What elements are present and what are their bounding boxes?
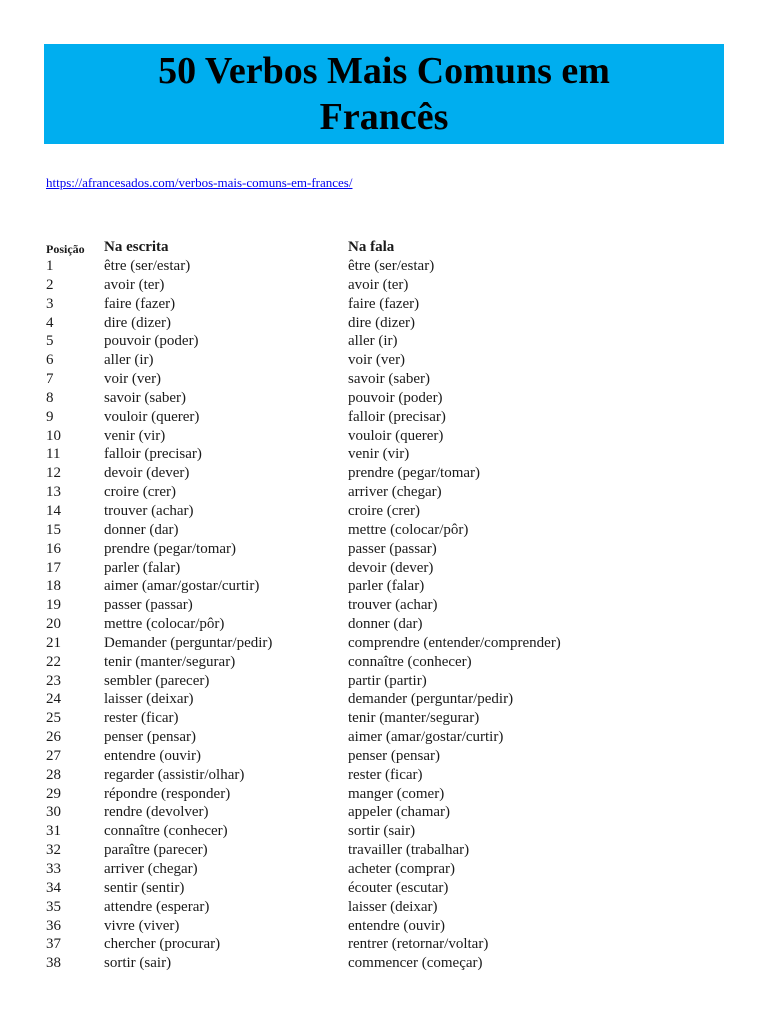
row-position: 14 bbox=[46, 502, 61, 519]
row-position: 35 bbox=[46, 898, 61, 915]
row-spoken: mettre (colocar/pôr) bbox=[348, 521, 469, 538]
table-row bbox=[46, 898, 726, 917]
row-position: 15 bbox=[46, 521, 61, 538]
row-spoken: manger (comer) bbox=[348, 785, 445, 802]
row-spoken: vouloir (querer) bbox=[348, 427, 444, 444]
row-position: 37 bbox=[46, 936, 61, 953]
row-position: 23 bbox=[46, 672, 61, 689]
row-position: 6 bbox=[46, 352, 54, 369]
table-row bbox=[46, 389, 726, 408]
source-link[interactable]: https://afrancesados.com/verbos-mais-comuns-em-frances/ bbox=[46, 175, 353, 190]
row-written: chercher (procurar) bbox=[104, 936, 221, 953]
page-title: 50 Verbos Mais Comuns em Francês bbox=[158, 50, 610, 138]
table-row bbox=[46, 483, 726, 502]
table-row bbox=[46, 917, 726, 936]
table-row bbox=[46, 370, 726, 389]
row-spoken: passer (passar) bbox=[348, 540, 437, 557]
row-spoken: travailler (trabalhar) bbox=[348, 842, 470, 859]
row-position: 8 bbox=[46, 389, 54, 406]
table-row bbox=[46, 332, 726, 351]
row-written: pouvoir (poder) bbox=[104, 333, 199, 350]
row-spoken: arriver (chegar) bbox=[348, 484, 442, 501]
header-written: Na escrita bbox=[104, 239, 169, 255]
table-row bbox=[46, 690, 726, 709]
table-row bbox=[46, 502, 726, 521]
row-written: passer (passar) bbox=[104, 597, 193, 614]
row-spoken: aimer (amar/gostar/curtir) bbox=[348, 729, 504, 746]
row-written: sortir (sair) bbox=[104, 955, 172, 972]
row-written: regarder (assistir/olhar) bbox=[104, 766, 245, 783]
row-written: penser (pensar) bbox=[104, 729, 197, 746]
title-banner bbox=[44, 44, 724, 144]
row-spoken: laisser (deixar) bbox=[348, 898, 438, 915]
row-written: dire (dizer) bbox=[104, 314, 172, 331]
row-written: sembler (parecer) bbox=[104, 672, 210, 689]
table-row bbox=[46, 822, 726, 841]
row-spoken: demander (perguntar/pedir) bbox=[348, 691, 514, 708]
table-row bbox=[46, 257, 726, 276]
table-row bbox=[46, 295, 726, 314]
table-row bbox=[46, 785, 726, 804]
row-spoken: comprendre (entender/comprender) bbox=[348, 634, 561, 651]
table-row bbox=[46, 860, 726, 879]
row-position: 17 bbox=[46, 559, 61, 576]
row-position: 9 bbox=[46, 408, 54, 425]
table-row bbox=[46, 615, 726, 634]
row-written: trouver (achar) bbox=[104, 502, 194, 519]
row-position: 24 bbox=[46, 691, 61, 708]
row-position: 1 bbox=[46, 258, 54, 274]
row-spoken: dire (dizer) bbox=[348, 314, 416, 331]
row-position: 25 bbox=[46, 710, 61, 727]
row-position: 26 bbox=[46, 729, 61, 746]
row-spoken: croire (crer) bbox=[348, 502, 421, 519]
row-position: 28 bbox=[46, 766, 61, 783]
row-spoken: savoir (saber) bbox=[348, 371, 431, 388]
table-row bbox=[46, 596, 726, 615]
row-position: 30 bbox=[46, 804, 61, 821]
table-row bbox=[46, 634, 726, 653]
row-spoken: trouver (achar) bbox=[348, 597, 438, 614]
row-position: 21 bbox=[46, 634, 61, 651]
row-spoken: connaître (conhecer) bbox=[348, 653, 472, 670]
row-written: tenir (manter/segurar) bbox=[104, 653, 236, 670]
row-written: sentir (sentir) bbox=[104, 879, 185, 896]
row-written: attendre (esperar) bbox=[104, 898, 210, 915]
row-spoken: faire (fazer) bbox=[348, 295, 420, 312]
row-written: arriver (chegar) bbox=[104, 861, 198, 877]
row-written: falloir (precisar) bbox=[104, 446, 202, 463]
row-spoken: devoir (dever) bbox=[348, 559, 434, 576]
row-spoken: aller (ir) bbox=[348, 333, 398, 350]
table-row bbox=[46, 577, 726, 596]
row-position: 32 bbox=[46, 842, 61, 859]
row-written: mettre (colocar/pôr) bbox=[104, 616, 225, 633]
row-written: être (ser/estar) bbox=[104, 258, 191, 274]
row-spoken: venir (vir) bbox=[348, 446, 410, 463]
row-written: répondre (responder) bbox=[104, 785, 231, 802]
row-written: aimer (amar/gostar/curtir) bbox=[104, 578, 260, 595]
row-position: 36 bbox=[46, 917, 61, 934]
row-position: 20 bbox=[46, 616, 61, 633]
row-position: 38 bbox=[46, 955, 61, 972]
table-row bbox=[46, 935, 726, 954]
table-body bbox=[46, 257, 726, 973]
table-row bbox=[46, 464, 726, 483]
table-header bbox=[46, 237, 726, 257]
table-row bbox=[46, 879, 726, 898]
table-row bbox=[46, 521, 726, 540]
row-position: 5 bbox=[46, 333, 54, 350]
row-position: 18 bbox=[46, 578, 61, 595]
table-row bbox=[46, 276, 726, 295]
row-written: voir (ver) bbox=[104, 371, 162, 388]
row-spoken: donner (dar) bbox=[348, 616, 423, 633]
row-written: faire (fazer) bbox=[104, 295, 176, 312]
row-position: 7 bbox=[46, 371, 54, 388]
row-spoken: pouvoir (poder) bbox=[348, 389, 443, 406]
row-written: devoir (dever) bbox=[104, 465, 190, 482]
row-position: 34 bbox=[46, 879, 61, 896]
table-row bbox=[46, 728, 726, 747]
table-row bbox=[46, 672, 726, 691]
table-row bbox=[46, 427, 726, 446]
row-spoken: sortir (sair) bbox=[348, 823, 416, 840]
row-spoken: tenir (manter/segurar) bbox=[348, 710, 480, 727]
row-position: 10 bbox=[46, 427, 61, 444]
row-written: entendre (ouvir) bbox=[104, 747, 202, 764]
row-written: croire (crer) bbox=[104, 484, 177, 501]
row-position: 29 bbox=[46, 785, 61, 802]
row-spoken: entendre (ouvir) bbox=[348, 917, 446, 934]
row-spoken: rentrer (retornar/voltar) bbox=[348, 936, 489, 953]
table-row bbox=[46, 709, 726, 728]
row-written: connaître (conhecer) bbox=[104, 823, 228, 840]
row-spoken: être (ser/estar) bbox=[348, 258, 435, 274]
row-spoken: penser (pensar) bbox=[348, 747, 441, 764]
table-row bbox=[46, 841, 726, 860]
table-row bbox=[46, 954, 726, 973]
row-spoken: voir (ver) bbox=[348, 352, 406, 369]
table-row bbox=[46, 747, 726, 766]
row-written: parler (falar) bbox=[104, 559, 181, 576]
row-spoken: acheter (comprar) bbox=[348, 861, 456, 877]
row-spoken: rester (ficar) bbox=[348, 766, 423, 783]
row-position: 3 bbox=[46, 295, 54, 312]
row-written: rendre (devolver) bbox=[104, 804, 209, 821]
verbs-table bbox=[46, 237, 726, 973]
row-written: venir (vir) bbox=[104, 427, 166, 444]
table-row bbox=[46, 351, 726, 370]
row-written: rester (ficar) bbox=[104, 710, 179, 727]
row-position: 4 bbox=[46, 314, 54, 331]
row-spoken: partir (partir) bbox=[348, 672, 427, 689]
table-row bbox=[46, 803, 726, 822]
table-row bbox=[46, 653, 726, 672]
row-written: vouloir (querer) bbox=[104, 408, 200, 425]
row-written: prendre (pegar/tomar) bbox=[104, 540, 237, 557]
row-spoken: prendre (pegar/tomar) bbox=[348, 465, 481, 482]
row-spoken: écouter (escutar) bbox=[348, 879, 449, 896]
row-spoken: falloir (precisar) bbox=[348, 408, 446, 425]
row-position: 31 bbox=[46, 823, 61, 840]
row-position: 13 bbox=[46, 484, 61, 501]
row-spoken: avoir (ter) bbox=[348, 276, 409, 293]
row-written: paraître (parecer) bbox=[104, 842, 208, 859]
row-written: laisser (deixar) bbox=[104, 691, 194, 708]
row-position: 22 bbox=[46, 653, 61, 670]
row-position: 33 bbox=[46, 861, 61, 877]
row-position: 2 bbox=[46, 276, 54, 293]
table-row bbox=[46, 766, 726, 785]
row-written: vivre (viver) bbox=[104, 917, 180, 934]
row-spoken: parler (falar) bbox=[348, 578, 425, 595]
row-written: aller (ir) bbox=[104, 352, 154, 369]
row-position: 16 bbox=[46, 540, 61, 557]
row-spoken: appeler (chamar) bbox=[348, 804, 451, 821]
table-row bbox=[46, 559, 726, 578]
row-position: 11 bbox=[46, 446, 61, 463]
row-written: savoir (saber) bbox=[104, 389, 187, 406]
table-row bbox=[46, 540, 726, 559]
header-spoken: Na fala bbox=[348, 239, 395, 255]
row-spoken: commencer (começar) bbox=[348, 955, 483, 972]
row-written: donner (dar) bbox=[104, 521, 179, 538]
row-position: 27 bbox=[46, 747, 61, 764]
table-row bbox=[46, 445, 726, 464]
row-position: 12 bbox=[46, 465, 61, 482]
table-row bbox=[46, 314, 726, 333]
table-row bbox=[46, 408, 726, 427]
header-position: Posição bbox=[46, 242, 85, 256]
row-written: Demander (perguntar/pedir) bbox=[104, 634, 273, 651]
row-written: avoir (ter) bbox=[104, 276, 165, 293]
row-position: 19 bbox=[46, 597, 61, 614]
